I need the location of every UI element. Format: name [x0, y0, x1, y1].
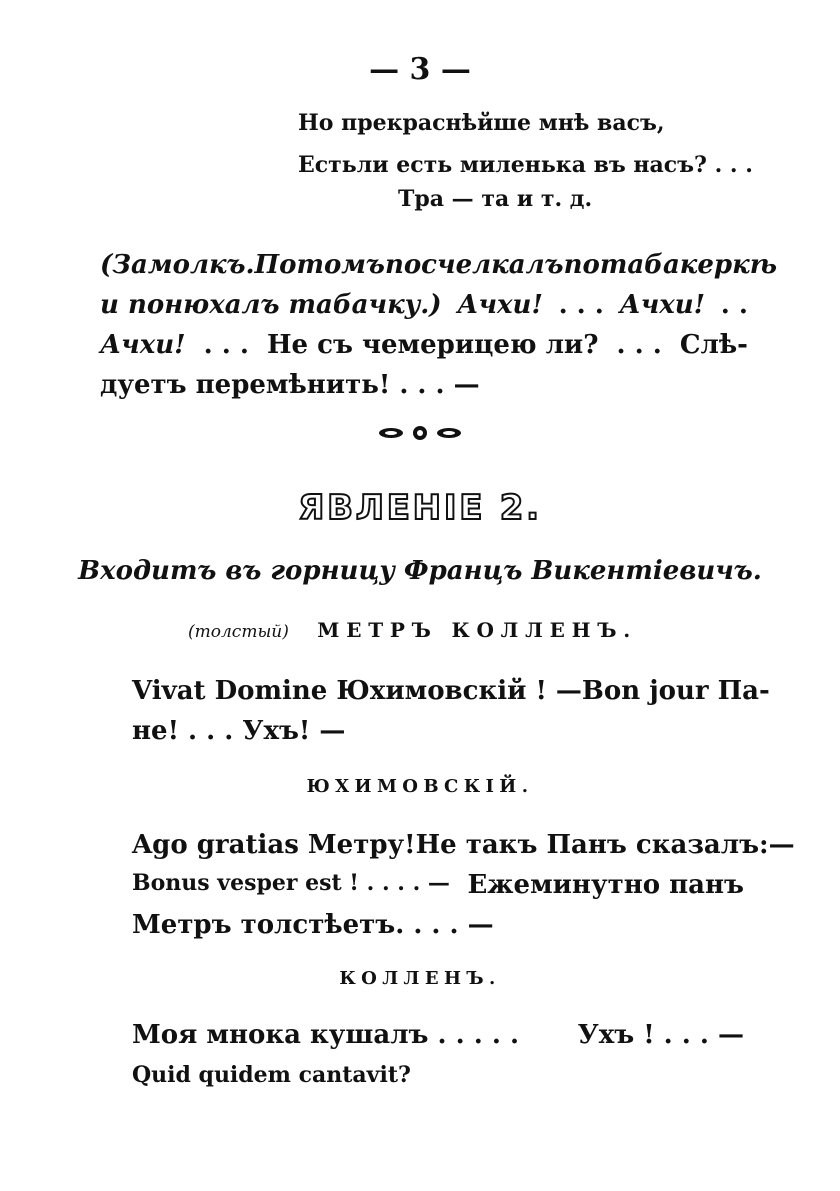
character-note: (толстый) — [188, 622, 289, 642]
word: и понюхалъ табачку.) — [100, 290, 442, 320]
speech-1-line-1 — [132, 676, 770, 706]
speech-1-line-2: не! . . . Ухъ! — — [132, 716, 346, 746]
speech-2-line-3: Метръ толстѣетъ. . . . — — [132, 910, 494, 940]
ornament-divider — [0, 424, 840, 446]
stage-direction-entrance: Входитъ въ горницу Францъ Викентіевичъ. — [78, 556, 762, 586]
verse-line-1: Но прекраснѣйше мнѣ васъ, — [298, 110, 665, 136]
speaker-name: ЮХИМОВСКІЙ. — [306, 776, 534, 797]
word: по — [563, 250, 600, 280]
ornament-icon — [377, 424, 463, 442]
speaker-name: КОЛЛЕНЪ. — [339, 968, 501, 989]
word: посчелкалъ — [384, 250, 564, 280]
word: Ачхи! — [100, 330, 186, 360]
word: Ачхи! — [457, 290, 543, 320]
stage-direction-line-2 — [100, 290, 748, 320]
stage-direction-line-3 — [100, 330, 748, 360]
speech-fragment: Bonus vesper est ! . . . . — — [132, 870, 450, 896]
word: Ачхи! — [619, 290, 706, 320]
speech-fragment: Ежеминутно панъ — [467, 870, 744, 900]
speech-3-line-2: Quid quidem cantavit? — [132, 1062, 411, 1088]
speech-fragment: Ухъ ! . . . — — [577, 1020, 744, 1050]
stage-direction-line-4: дуетъ перемѣнить! . . . — — [100, 370, 480, 400]
speech-fragment: Vivat Domine Юхимовскій ! — — [132, 676, 582, 706]
verse-line-2: Естьли есть миленька въ насъ? . . . — [298, 152, 753, 178]
stage-direction-line-1 — [100, 250, 778, 280]
word: . . . — [616, 330, 662, 360]
speech-fragment: Не такъ Панъ сказалъ:— — [415, 830, 795, 860]
character-intro — [188, 618, 637, 642]
speech-fragment: Моя мнока кушалъ . . . . . — [132, 1020, 520, 1050]
word: Не съ чемерицею ли? — [266, 330, 599, 360]
speech-fragment: Ago gratias Метру! — [132, 830, 416, 860]
word: . . — [720, 290, 748, 320]
speech-2-line-1 — [132, 830, 795, 860]
scene-title: ЯВЛЕНІЕ 2. — [298, 488, 542, 528]
word: Потомъ — [254, 250, 385, 280]
page-number: — 3 — — [369, 52, 471, 87]
speech-3-line-1 — [132, 1020, 744, 1050]
speech-fragment: Bon jour Па- — [581, 676, 770, 706]
character-name: МЕТРЪ КОЛЛЕНЪ. — [317, 618, 638, 642]
word: . . . — [558, 290, 604, 320]
word: Слѣ- — [679, 330, 748, 360]
speech-2-line-2 — [132, 870, 744, 900]
word: . . . — [203, 330, 249, 360]
word: табакеркѣ — [599, 250, 778, 280]
verse-line-3: Тра — та и т. д. — [398, 186, 593, 212]
word: (Замолкъ. — [100, 250, 255, 280]
